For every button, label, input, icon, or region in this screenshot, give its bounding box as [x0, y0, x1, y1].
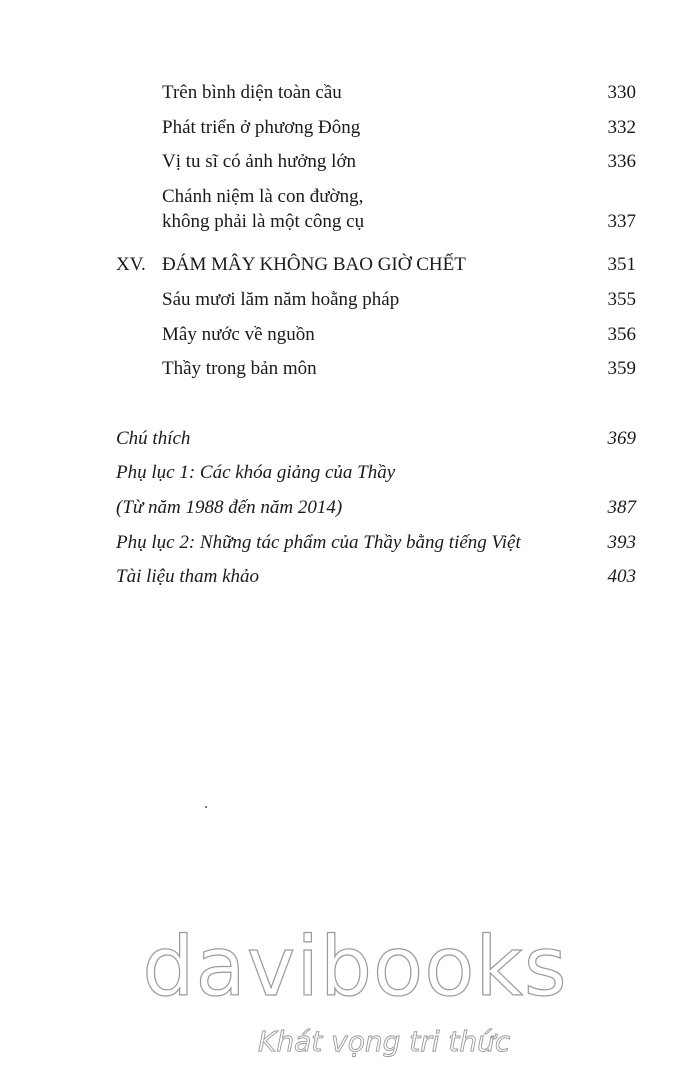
- back-matter-page-number: 393: [607, 532, 636, 553]
- toc-entry-title: Thầy trong bản môn: [162, 358, 317, 379]
- toc-page-number: 355: [607, 289, 636, 310]
- toc-entry-title-line1: Chánh niệm là con đường,: [162, 186, 364, 207]
- watermark-brand: davibooks: [142, 920, 568, 1015]
- toc-entry-title-line2: không phải là một công cụ: [162, 211, 365, 232]
- back-matter-page-number: 403: [607, 566, 636, 587]
- toc-entry-title: Vị tu sĩ có ảnh hưởng lớn: [162, 151, 356, 172]
- toc-page-number: 330: [607, 82, 636, 103]
- chapter-number: XV.: [116, 254, 146, 275]
- toc-entry-title: Trên bình diện toàn cầu: [162, 82, 342, 103]
- back-matter-page-number: 387: [607, 497, 636, 518]
- back-matter-title: Chú thích: [116, 428, 191, 449]
- toc-entry-title: Phát triển ở phương Đông: [162, 117, 361, 138]
- back-matter-title: Phụ lục 2: Những tác phẩm của Thầy bằng tiếng Việt: [116, 532, 521, 553]
- toc-entry-title: Mây nước về nguồn: [162, 324, 315, 345]
- chapter-title: ĐÁM MÂY KHÔNG BAO GIỜ CHẾT: [162, 254, 466, 275]
- scan-speck: [205, 806, 207, 808]
- chapter-page-number: 351: [607, 254, 636, 275]
- back-matter-title: (Từ năm 1988 đến năm 2014): [116, 497, 343, 518]
- back-matter-title: Tài liệu tham khảo: [116, 566, 260, 587]
- toc-page-number: 356: [607, 324, 636, 345]
- toc-page-number: 332: [607, 117, 636, 138]
- toc-entry-title: Sáu mươi lăm năm hoằng pháp: [162, 289, 400, 310]
- toc-page-number: 337: [607, 211, 636, 232]
- toc-page-number: 336: [607, 151, 636, 172]
- back-matter-page-number: 369: [607, 428, 636, 449]
- watermark-tagline: Khát vọng tri thức: [258, 1025, 511, 1058]
- back-matter-title: Phụ lục 1: Các khóa giảng của Thầy: [116, 462, 396, 483]
- toc-page-number: 359: [607, 358, 636, 379]
